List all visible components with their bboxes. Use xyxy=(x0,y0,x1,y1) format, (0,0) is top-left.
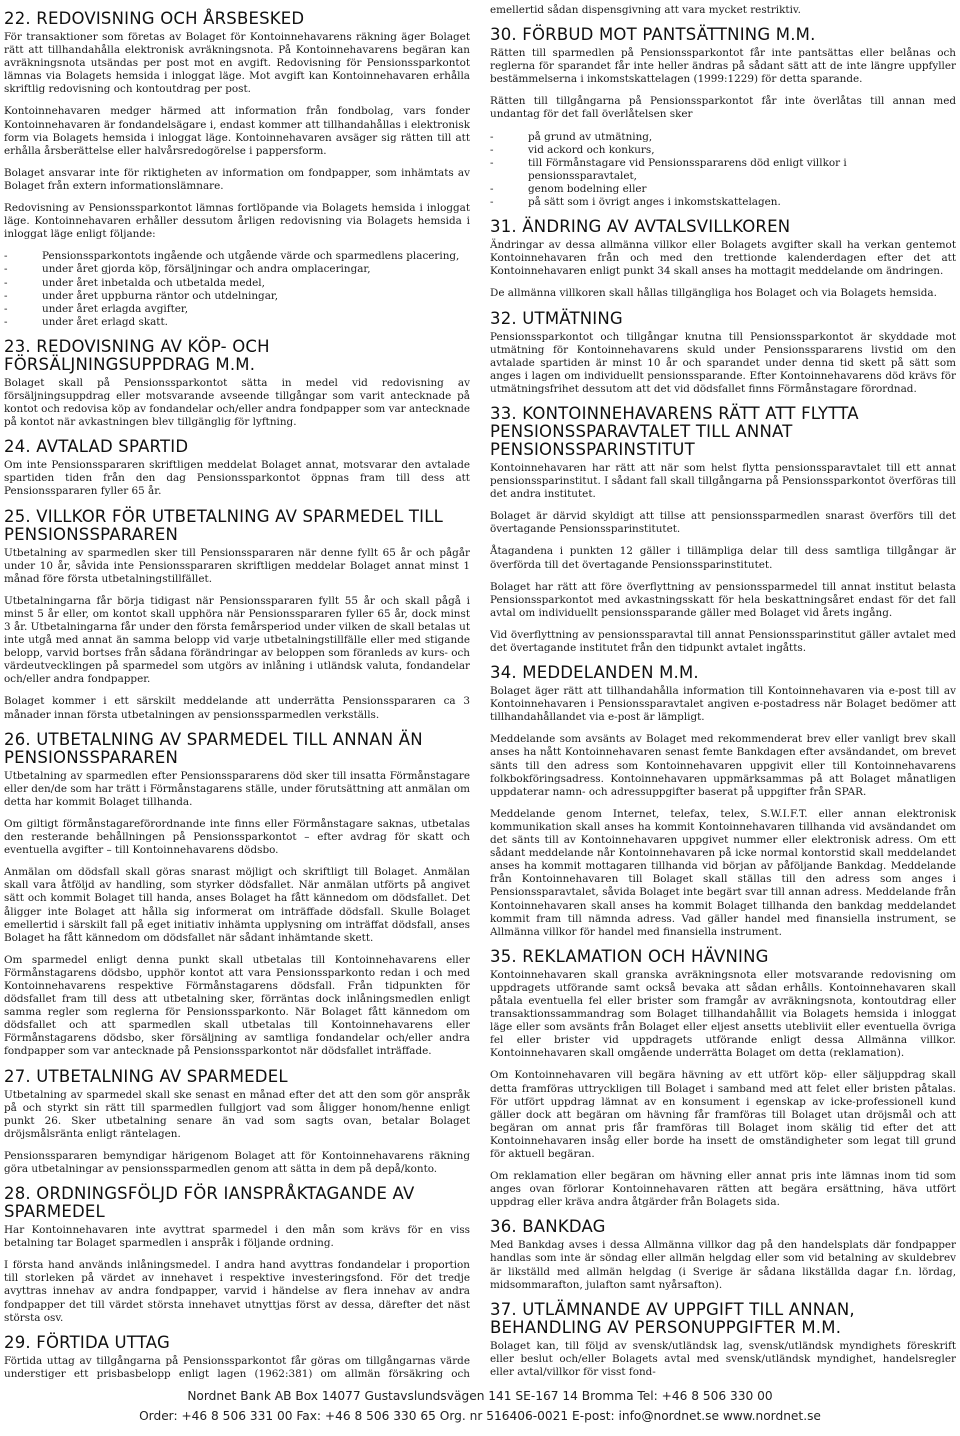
paragraph: Kontoinnehavaren skall granska avräkningsnota eller motsvarande redovisning om uppdragets utförande samt också bevaka att sådan erhålls. Kontoinnehavaren skall påtala eventuella fel eller brister som framgår av avräkningsnota, kontoutdrag eller transaktionssammandrag som Bolaget tillhandahållit via Bolagets hemsida i inloggat läge eller som avsänts från Bolaget eller eljest ansetts utebliviit eller eventuella övriga fel eller brister vid uppdragets utförande enligt dessa Allmänna villkor. Kontoinnehavaren skall omgående underrätta Bolaget om detta (reklamation). xyxy=(490,968,956,1060)
paragraph: Pensionsspararen bemyndigar härigenom Bolaget att för Kontoinnehavarens räkning göra utbetalningar av pensionssparmedlen genom att sätta in dem på depå/konto. xyxy=(4,1149,470,1175)
section-heading: 37. UTLÄMNANDE AV UPPGIFT TILL ANNAN, BEHANDLING AV PERSONUPPGIFTER M.M. xyxy=(490,1299,855,1337)
paragraph: Bolaget har rätt att före överflyttning av pensionssparmedel till annat institut belasta Pensionssparkontot med avkastningsskatt för hela beskattningsåret endast för det fall avtal om individuellt pensionssparande gäller med Bolaget vid årets ingång. xyxy=(490,580,956,619)
section xyxy=(4,338,470,429)
paragraph: Utbetalning av sparmedel skall ske senast en månad efter det att den som gör anspråk på och styrkt sin rätt till sparmedlen fullgjort vad som åligger honom/henne enligt punkt 26. Sker utbetalning senare än vad som sagts ovan, betalar Bolaget dröjsmålsränta enligt räntelagen. xyxy=(4,1088,470,1140)
section xyxy=(4,10,470,329)
paragraph: Pensionssparkontot och tillgångar knutna till Pensionssparkontot är skyddade mot utmätning för Kontoinnehavarens skuld under Pensionsspararens livstid om den avtalade spartiden är minst 10 år och sparandet under denna tid skett på sätt som anges i lagen om individuellt pensionssparande. Efter Kontoinnehavarens död krävs för utmätningsfrihet dessutom att det vid dödsfallet finns Förmånstagare förordnad. xyxy=(490,330,956,395)
paragraph: Kontoinnehavaren har rätt att när som helst flytta pensionssparavtalet till ett annat pensionssparinstitut. I sådant fall skall tillgångarna på Pensionssparkontot överföras till det andra institutet. xyxy=(490,461,956,501)
paragraph: Om giltigt förmånstagareförordnande inte finns eller Förmånstagare saknas, utbetalas den resterande behållningen på Pensionssparkontot – efter avdrag för skatt och eventuella avgifter – till Kontoinnehavarens dödsbo. xyxy=(4,817,470,857)
section-heading: 25. VILLKOR FÖR UTBETALNING AV SPARMEDEL TILL PENSIONSSPARAREN xyxy=(4,506,444,544)
paragraph: Bolaget äger rätt att tillhandahålla information till Kontoinnehavaren via e-post till av Kontoinnehavaren i Pensionssparavtalet angiven e-postadress när Bolaget bedömer att tillhandahållandet via e-post är lämpligt. xyxy=(490,685,956,724)
paragraph: I första hand används inlåningsmedel. I andra hand avyttras fondandelar i proportion till storleken på värdet av innehavet i respektive investeringsfond. För det tredje avyttras innehav av andra fondpapper, varvid i händelse av flera innehav av andra fondpapper det till värdet största innehavet utnyttjas först av dessa, därefter det näst största osv. xyxy=(4,1259,470,1324)
section-heading: 34. MEDDELANDEN M.M. xyxy=(490,663,699,683)
paragraph: Rätten till tillgångarna på Pensionssparkontot får inte överlåtas till annan med undantag för det fall överlåtelsen sker xyxy=(490,95,956,121)
section xyxy=(4,438,470,498)
section-heading: 31. ÄNDRING AV AVTALSVILLKOREN xyxy=(490,217,791,237)
section xyxy=(490,1301,956,1379)
paragraph: Bolaget skall på Pensionssparkontot sätta in medel vid redovisning av försäljningsuppdrag eller motsvarande avseende tillgångar som varit antecknade på kontot och redovisa köp av fondandelar och/eller andra fondpapper som var antecknade på kontot när avkastningen blev tillgänglig för lyftning. xyxy=(4,376,470,429)
section xyxy=(4,1068,470,1177)
list-item: - på grund av utmätning, xyxy=(490,131,956,144)
paragraph: Utbetalning av sparmedlen sker till Pensionsspararen när denne fyllt 65 år och pågår under 10 år, såvida inte Pensionsspararen skriftligen meddelar Bolaget annat minst 1 månad före första utbetalningstillfället. xyxy=(4,546,470,585)
list-item: - under året inbetalda och utbetalda medel, xyxy=(4,277,470,290)
footer-contact-line: Order: +46 8 506 331 00 Fax: +46 8 506 330 65 Org. nr 516406-0021 E-post: info@nordnet.se www.nordnet.se xyxy=(139,1409,821,1423)
section xyxy=(490,948,956,1210)
paragraph: Redovisning av Pensionssparkontot lämnas fortlöpande via Bolagets hemsida i inloggat läge. Kontoinnehavaren erhåller dessutom årligen redovisning via Bolagets hemsida i inloggat läge enligt följande: xyxy=(4,202,470,241)
section-heading: 36. BANKDAG xyxy=(490,1217,606,1237)
page-footer xyxy=(0,1386,960,1426)
list-item: - vid ackord och konkurs, xyxy=(490,144,956,157)
section xyxy=(4,1334,470,1380)
paragraph: Utbetalning av sparmedlen efter Pensionsspararens död sker till insatta Förmånstagare eller den/de som har trätt i Förmånstagarens ställe, under förutsättning att anmälan om detta har kommit Bolaget tillhanda. xyxy=(4,769,470,808)
paragraph: Förtida uttag av tillgångarna på Pensionssparkontot får göras om tillgångarnas värde understiger ett prisbasbelopp enligt lagen (1962:381) om allmän försäkring och xyxy=(4,1354,470,1380)
paragraph: Bolaget kommer i ett särskilt meddelande att underrätta Pensionsspararen ca 3 månader innan första utbetalningen av pensionssparmedlen verkställs. xyxy=(4,695,470,721)
paragraph: Rätten till sparmedlen på Pensionssparkontot får inte pantsättas eller belånas och reglerna för sparandet får inte heller ändras på sådant sätt att de inte längre uppfyller bestämmelserna i inkomstskattelagen (1999:1229) för detta sparande. xyxy=(490,47,956,86)
list-item: - till Förmånstagare vid Pensionsspararens död enligt villkor i pensionssparavtalet, xyxy=(490,157,956,183)
list-item: - under året erlagda avgifter, xyxy=(4,303,470,316)
paragraph: För transaktioner som företas av Bolaget för Kontoinnehavarens räkning äger Bolaget rätt att tillhandahålla elektronisk avräkningsnota. På Kontoinnehavarens begäran kan avräkningsnota utsändas per post mot en avgift. Redovisning för Pensionssparkontot lämnas via Bolagets hemsida i inloggat läge. Mot avgift kan Kontoinnehavaren erhålla skriftlig redovisning och kontoutdrag per post. xyxy=(4,31,470,96)
list-item: - under året gjorda köp, försäljningar och andra omplaceringar, xyxy=(4,263,470,276)
section xyxy=(490,664,956,939)
section-heading: 24. AVTALAD SPARTID xyxy=(4,437,189,457)
section xyxy=(490,405,956,655)
paragraph: Om inte Pensionsspararen skriftligen meddelat Bolaget annat, motsvarar den avtalade spartiden tiden från den dag Pensionssparkontot öppnas fram till dess att Pensionsspararen fyller 65 år. xyxy=(4,459,470,498)
paragraph: Har Kontoinnehavaren inte avyttrat sparmedel i den mån som krävs för en viss betalning tar Bolaget sparmedlen i anspråk i följande ordning. xyxy=(4,1224,470,1250)
section xyxy=(490,1218,956,1291)
paragraph: Kontoinnehavaren medger härmed att information från fondbolag, vars fonder Kontoinnehavaren är fondandelsägare i, endast kommer att tillhandahållas i elektronisk form via Bolagets hemsida i inloggat läge. Kontoinnehavaren avsäger sig rätten till att erhålla årsberättelse eller halvårsredogörelse i pappersform. xyxy=(4,105,470,157)
list-item: - på sätt som i övrigt anges i inkomstskattelagen. xyxy=(490,196,956,209)
section xyxy=(4,731,470,1059)
paragraph: De allmänna villkoren skall hållas tillgängliga hos Bolaget och via Bolagets hemsida. xyxy=(490,287,937,300)
section-heading: 33. KONTOINNEHAVARENS RÄTT ATT FLYTTA PENSIONSSPARAVTALET TILL ANNAT PENSIONSSPARINSTITUT xyxy=(490,403,859,459)
section-heading: 27. UTBETALNING AV SPARMEDEL xyxy=(4,1066,288,1086)
left-column xyxy=(4,4,470,1380)
section-heading: 26. UTBETALNING AV SPARMEDEL TILL ANNAN ÄN PENSIONSSPARAREN xyxy=(4,729,423,767)
paragraph: Åtagandena i punkten 12 gäller i tillämpliga delar till dess samtliga tillgångar är överförda till det övertagande Pensionssparinstitutet. xyxy=(490,545,956,571)
right-column xyxy=(490,4,956,1380)
paragraph: Om reklamation eller begäran om hävning eller annat pris inte lämnas inom tid som anges ovan förlorar Kontoinnehavaren rätten att begära ersättning, häva utfört uppdrag eller kräva andra åtgärder från Bolagets sida. xyxy=(490,1170,956,1209)
paragraph: Anmälan om dödsfall skall göras snarast möjligt och skriftligt till Bolaget. Anmälan skall vara åtföljd av handling, som styrker dödsfallet. När anmälan utförts på angivet sätt och kommit Bolaget till handa, anses Bolaget ha fått kännedom om dödsfallet. Det åligger inte Bolaget att hålla sig informerat om inträffade dödsfall. Skulle Bolaget emellertid i särskilt fall på eget initiativ inhämta upplysning om inträffat dödsfall, anses Bolaget ha fått kännedom om dödsfallet när sådant inhämtande skett. xyxy=(4,866,470,944)
footer-address-line: Nordnet Bank AB Box 14077 Gustavslundsvägen 141 SE-167 14 Bromma Tel: +46 8 506 330 00 xyxy=(187,1389,773,1403)
section xyxy=(490,218,956,300)
list-item: - genom bodelning eller xyxy=(490,183,956,196)
section xyxy=(4,508,470,722)
paragraph: Med Bankdag avses i dessa Allmänna villkor dag på den handelsplats där fondpapper handlas som inte är söndag eller allmän helgdag eller som vid betalning av skuldebrev är likställd med allmän helgdag (i Sverige är sådana likställda dagar f.n. lördag, midsommarafton, julafton samt nyårsafton). xyxy=(490,1239,956,1291)
section-heading: 23. REDOVISNING AV KÖP- OCH FÖRSÄLJNINGSUPPDRAG M.M. xyxy=(4,336,270,374)
paragraph: Bolaget är därvid skyldigt att tillse att pensionssparmedlen snarast överförs till det övertagande Pensionssparinstitutet. xyxy=(490,510,956,536)
paragraph: Vid överflyttning av pensionssparavtal till annat Pensionssparinstitut gäller avtalet med det övertagande institutet från den tidpunkt avtalet ingåtts. xyxy=(490,628,956,654)
paragraph: Meddelande genom Internet, telefax, telex, S.W.I.F.T. eller annan elektronisk kommunikation skall anses ha kommit Kontoinnehavaren tillhanda vid avsändandet om det sänts till av Kontoinnehavaren uppgivet nummer eller elektronisk adress. Om ett sådant meddelande når Kontoinnehavaren på icke normal kontorstid skall meddelandet anses ha kommit mottagaren tillhanda vid början av påföljande Bankdag. Meddelande från Kontoinnehavaren till Bolaget skall ställas till den adress som anges i Pensionssparavtalet, såvida Bolaget inte begärt svar till annan adress. Meddelande från Kontoinnehavaren skall anses ha kommit Bolaget tillhanda den bankdag meddelandet kommit fram till nämnda adress. Vad gäller handel med finansiella instrument, se Allmänna villkor för handel med finansiella instrument. xyxy=(490,807,956,938)
section-heading: 29. FÖRTIDA UTTAG xyxy=(4,1332,170,1352)
list-item: - under året uppburna räntor och utdelningar, xyxy=(4,290,470,303)
paragraph: Meddelande som avsänts av Bolaget med rekommenderat brev eller vanligt brev skall anses ha nått Kontoinnehavaren senast femte Bankdagen efter avsändandet, om brevet sänts till den adress som Kontoinnehavaren uppgivit eller till Kontoinnehavarens folkbokföringsadress. Kontoinnehavaren uppmärksammas på att Bolaget månatligen uppdaterar namn- och adressuppgifter baserat på uppgifter från SPAR. xyxy=(490,733,956,798)
dash-list xyxy=(490,131,956,210)
section-heading: 30. FÖRBUD MOT PANTSÄTTNING M.M. xyxy=(490,25,816,45)
section-heading: 28. ORDNINGSFÖLJD FÖR IANSPRÅKTAGANDE AV SPARMEDEL xyxy=(4,1184,415,1222)
paragraph: Utbetalningarna får börja tidigast när Pensionsspararen fyllt 55 år och skall pågå i minst 5 år eller, om kontot skall upphöra när Pensionsspararen fyller 65 år, dock minst 3 år. Utbetalningarna får under den första femårsperiod under vilken de skall betalas ut inte utgå med annat än samma belopp vid varje utbetalningstillfälle eller med stigande belopp, varvid bortses från sådana förändringar av beloppen som föranleds av kurs- och värdeutvecklingen på sparmedel som utgörs av inlåning i utländsk valuta, fondandelar och/eller andra fondpapper. xyxy=(4,594,470,686)
section xyxy=(490,310,956,396)
section-heading: 35. REKLAMATION OCH HÄVNING xyxy=(490,946,769,966)
paragraph: Om Kontoinnehavaren vill begära hävning av ett utfört köp- eller säljuppdrag skall detta framföras uttryckligen till Bolaget i samband med att felet eller bristen påtalas. För utfört uppdrag lämnat av en konsument i egenskap av icke-professionell kund gäller dock att begäran om hävning får framföras till Bolaget utan dröjsmål och att begäran om annat pris får framföras till Bolaget inom skälig tid efter det att Kontoinnehavaren insåg eller borde ha insett de omständigheter som legat till grund för aktuell begäran. xyxy=(490,1069,956,1160)
dash-list xyxy=(4,250,470,329)
paragraph: emellertid sådan dispensgivning att vara mycket restriktiv. xyxy=(490,4,801,16)
paragraph: Ändringar av dessa allmänna villkor eller Bolagets avgifter skall ha verkan gentemot Kontoinnehavaren från och med den trettionde kalenderdagen efter det att Kontoinnehavaren enligt punkt 34 skall anses ha mottagit meddelande om ändringen. xyxy=(490,239,956,278)
paragraph: Om sparmedel enligt denna punkt skall utbetalas till Kontoinnehavarens eller Förmånstagarens dödsbo, upphör kontot att vara Pensionssparkonto redan i och med Kontoinnehavarens respektive Förmånstagarens dödsfall. Från tidpunkten för dödsfallet fram till dess att utbetalning sker, förräntas dock inlåningsmedlen enligt samma regler som reglerna för Pensionssparkonto. När Bolaget fått kännedom om dödsfallet och att sparmedlen skall utbetalas till Kontoinnehavarens eller Förmånstagarens dödsbo, sker försäljning av samtliga fondandelar och/eller andra fondpapper som var antecknade på Pensionssparkontot när dödsfallet inträffade. xyxy=(4,953,470,1058)
section xyxy=(490,26,956,209)
section xyxy=(490,4,956,17)
paragraph: Bolaget kan, till följd av svensk/utländsk lag, svensk/utländsk myndighets föreskrift eller beslut och/eller Bolagets avtal med svensk/utländsk myndighet, handelsregler eller avtal/villkor för visst fond- xyxy=(490,1339,956,1378)
list-item: - Pensionssparkontots ingående och utgående värde och sparmedlens placering, xyxy=(4,250,470,263)
paragraph: Bolaget ansvarar inte för riktigheten av information om fondpapper, som inhämtats av Bolaget från extern informationslämnare. xyxy=(4,166,470,192)
section-heading: 22. REDOVISNING OCH ÅRSBESKED xyxy=(4,9,305,28)
section xyxy=(4,1185,470,1325)
list-item: - under året erlagd skatt. xyxy=(4,316,470,329)
section-heading: 32. UTMÄTNING xyxy=(490,308,623,328)
